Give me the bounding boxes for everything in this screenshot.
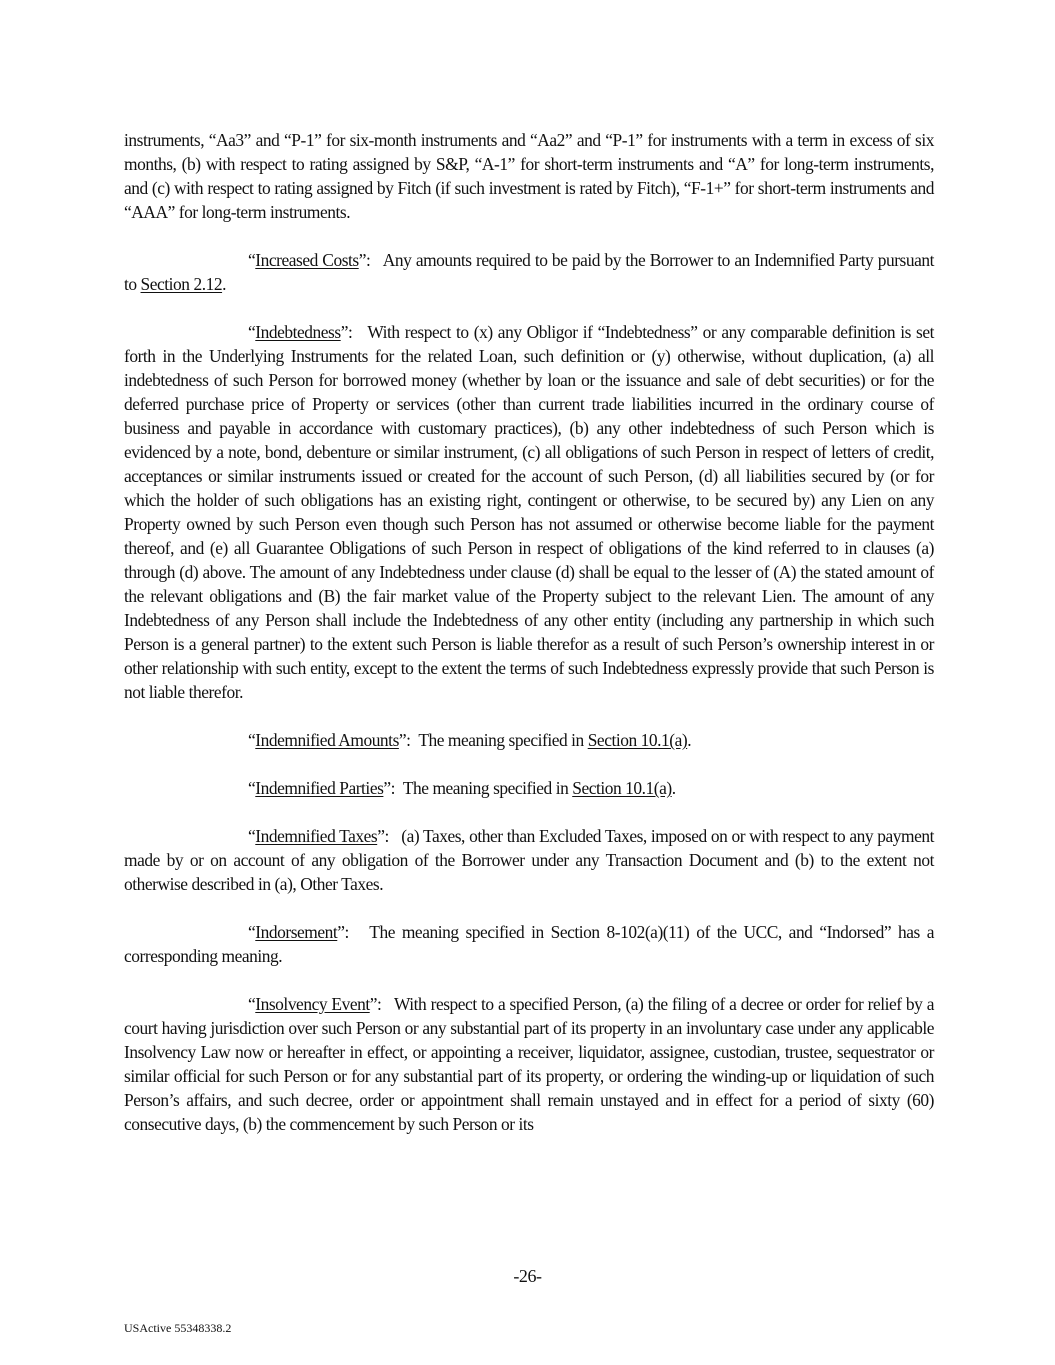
definition-text: The meaning specified in (418, 730, 588, 750)
definition-text: Any amounts required to be paid by the Borrower to an Indemnified Party pursuant to (124, 250, 934, 294)
definition-indemnified-taxes: “Indemnified Taxes”: (a) Taxes, other than Excluded Taxes, imposed on or with respect to any payment made by or on account of any obligation of the Borrower under any Transaction Document and (b) to the extent not otherwise described in (a), Other Taxes. (124, 826, 934, 894)
defined-term: Indemnified Amounts (255, 730, 399, 750)
definition-text: (a) Taxes, other than Excluded Taxes, imposed on or with respect to any payment made by or on account of any obligation of the Borrower under any Transaction Document and (b) to the extent not otherwise described in (a), Other Taxes. (124, 826, 934, 894)
section-reference: Section 2.12 (140, 274, 223, 294)
definition-indorsement: “Indorsement”: The meaning specified in Section 8-102(a)(11) of the UCC, and “Indorsed” has a corresponding meaning. (124, 922, 934, 966)
defined-term: Indebtedness (255, 322, 341, 342)
definition-text: The meaning specified in Section 8-102(a)(11) of the UCC, and “Indorsed” has a corresponding meaning. (124, 922, 934, 966)
definition-indebtedness: “Indebtedness”: With respect to (x) any Obligor if “Indebtedness” or any comparable definition is set forth in the Underlying Instruments for the related Loan, such definition or (y) otherwise, without duplication, (a) all indebtedness of such Person for borrowed money (whether by loan or the issuance and sale of debt securities) or for the deferred purchase price of Property or services (other than current trade liabilities incurred in the ordinary course of business and payable in accordance with customary practices), (b) any other indebtedness of such Person which is evidenced by a note, bond, debenture or similar instrument, (c) all obligations of such Person in respect of letters of credit, acceptances or similar instruments issued or created for the account of such Person, (d) all liabilities secured by (or for which the holder of such obligations has an existing right, contingent or otherwise, to be secured by) any Lien on any Property owned by such Person even though such Person has not assumed or otherwise become liable for the payment thereof, and (e) all Guarantee Obligations of such Person in respect of obligations of the kind referred to in clauses (a) through (d) above. The amount of any Indebtedness under clause (d) shall be equal to the lesser of (A) the stated amount of the relevant obligations and (B) the fair market value of the Property subject to the relevant Lien. The amount of any Indebtedness of any Person shall include the Indebtedness of any other entity (including any partnership in which such Person is a general partner) to the extent such Person is liable therefor as a result of such Person’s ownership interest in or other relationship with such entity, except to the extent the terms of such Indebtedness expressly provide that such Person is not liable therefor. (124, 322, 934, 702)
defined-term: Increased Costs (255, 250, 359, 270)
definition-increased-costs: “Increased Costs”: Any amounts required to be paid by the Borrower to an Indemnified Party pursuant to Section 2.12. (124, 250, 934, 294)
defined-term: Indemnified Taxes (255, 826, 378, 846)
definition-indemnified-amounts: “Indemnified Amounts”: The meaning specified in Section 10.1(a). (248, 730, 692, 750)
page-number: -26- (513, 1266, 542, 1286)
document-id: USActive 55348338.2 (124, 1321, 232, 1335)
definition-text: The meaning specified in (402, 778, 573, 798)
intro-paragraph: instruments, “Aa3” and “P-1” for six-month instruments and “Aa2” and “P-1” for instruments with a term in excess of six months, (b) with respect to rating assigned by S&P, “A-1” for short-term instruments and “A” for long-term instruments, and (c) with respect to rating assigned by Fitch (if such investment is rated by Fitch), “F-1+” for short-term instruments and “AAA” for long-term instruments. (124, 130, 934, 222)
page-body (124, 128, 934, 1136)
defined-term: Insolvency Event (255, 994, 370, 1014)
defined-term: Indorsement (255, 922, 338, 942)
definition-indemnified-parties: “Indemnified Parties”: The meaning specified in Section 10.1(a). (248, 778, 676, 798)
definition-insolvency-event: “Insolvency Event”: With respect to a specified Person, (a) the filing of a decree or order for relief by a court having jurisdiction over such Person or any substantial part of its property in an involuntary case under any applicable Insolvency Law now or hereafter in effect, or appointing a receiver, liquidator, assignee, custodian, trustee, sequestrator or similar official for such Person or for any substantial part of its property, or ordering the winding-up or liquidation of such Person’s affairs, and such decree, order or appointment shall remain unstayed and in effect for a period of sixty (60) consecutive days, (b) the commencement by such Person or its (124, 994, 934, 1134)
section-reference: Section 10.1(a) (572, 778, 672, 798)
section-reference: Section 10.1(a) (587, 730, 688, 750)
definition-text: With respect to (x) any Obligor if “Indebtedness” or any comparable definition is set forth in the Underlying Instruments for the related Loan, such definition or (y) otherwise, without duplication, (a) all indebtedness of such Person for borrowed money (whether by loan or the issuance and sale of debt securities) or for the deferred purchase price of Property or services (other than current trade liabilities incurred in the ordinary course of business and payable in accordance with customary practices), (b) any other indebtedness of such Person which is evidenced by a note, bond, debenture or similar instrument, (c) all obligations of such Person in respect of letters of credit, acceptances or similar instruments issued or created for the account of such Person, (d) all liabilities secured by (or for which the holder of such obligations has an existing right, contingent or otherwise, to be secured by) any Lien on any Property owned by such Person even though such Person has not assumed or otherwise become liable for the payment thereof, and (e) all Guarantee Obligations of such Person in respect of obligations of the kind referred to in clauses (a) through (d) above. The amount of any Indebtedness under clause (d) shall be equal to the lesser of (A) the stated amount of the relevant obligations and (B) the fair market value of the Property subject to the relevant Lien. The amount of any Indebtedness of any Person shall include the Indebtedness of any other entity (including any partnership in which such Person is a general partner) to the extent such Person is liable therefor as a result of such Person’s ownership interest in or other relationship with such entity, except to the extent the terms of such Indebtedness expressly provide that such Person is not liable therefor. (124, 322, 934, 702)
definition-text: With respect to a specified Person, (a) the filing of a decree or order for relief by a court having jurisdiction over such Person or any substantial part of its property in an involuntary case under any applicable Insolvency Law now or hereafter in effect, or appointing a receiver, liquidator, assignee, custodian, trustee, sequestrator or similar official for such Person or for any substantial part of its property, or ordering the winding-up or liquidation of such Person’s affairs, and such decree, order or appointment shall remain unstayed and in effect for a period of sixty (60) consecutive days, (b) the commencement by such Person or its (124, 994, 934, 1134)
defined-term: Indemnified Parties (255, 778, 384, 798)
